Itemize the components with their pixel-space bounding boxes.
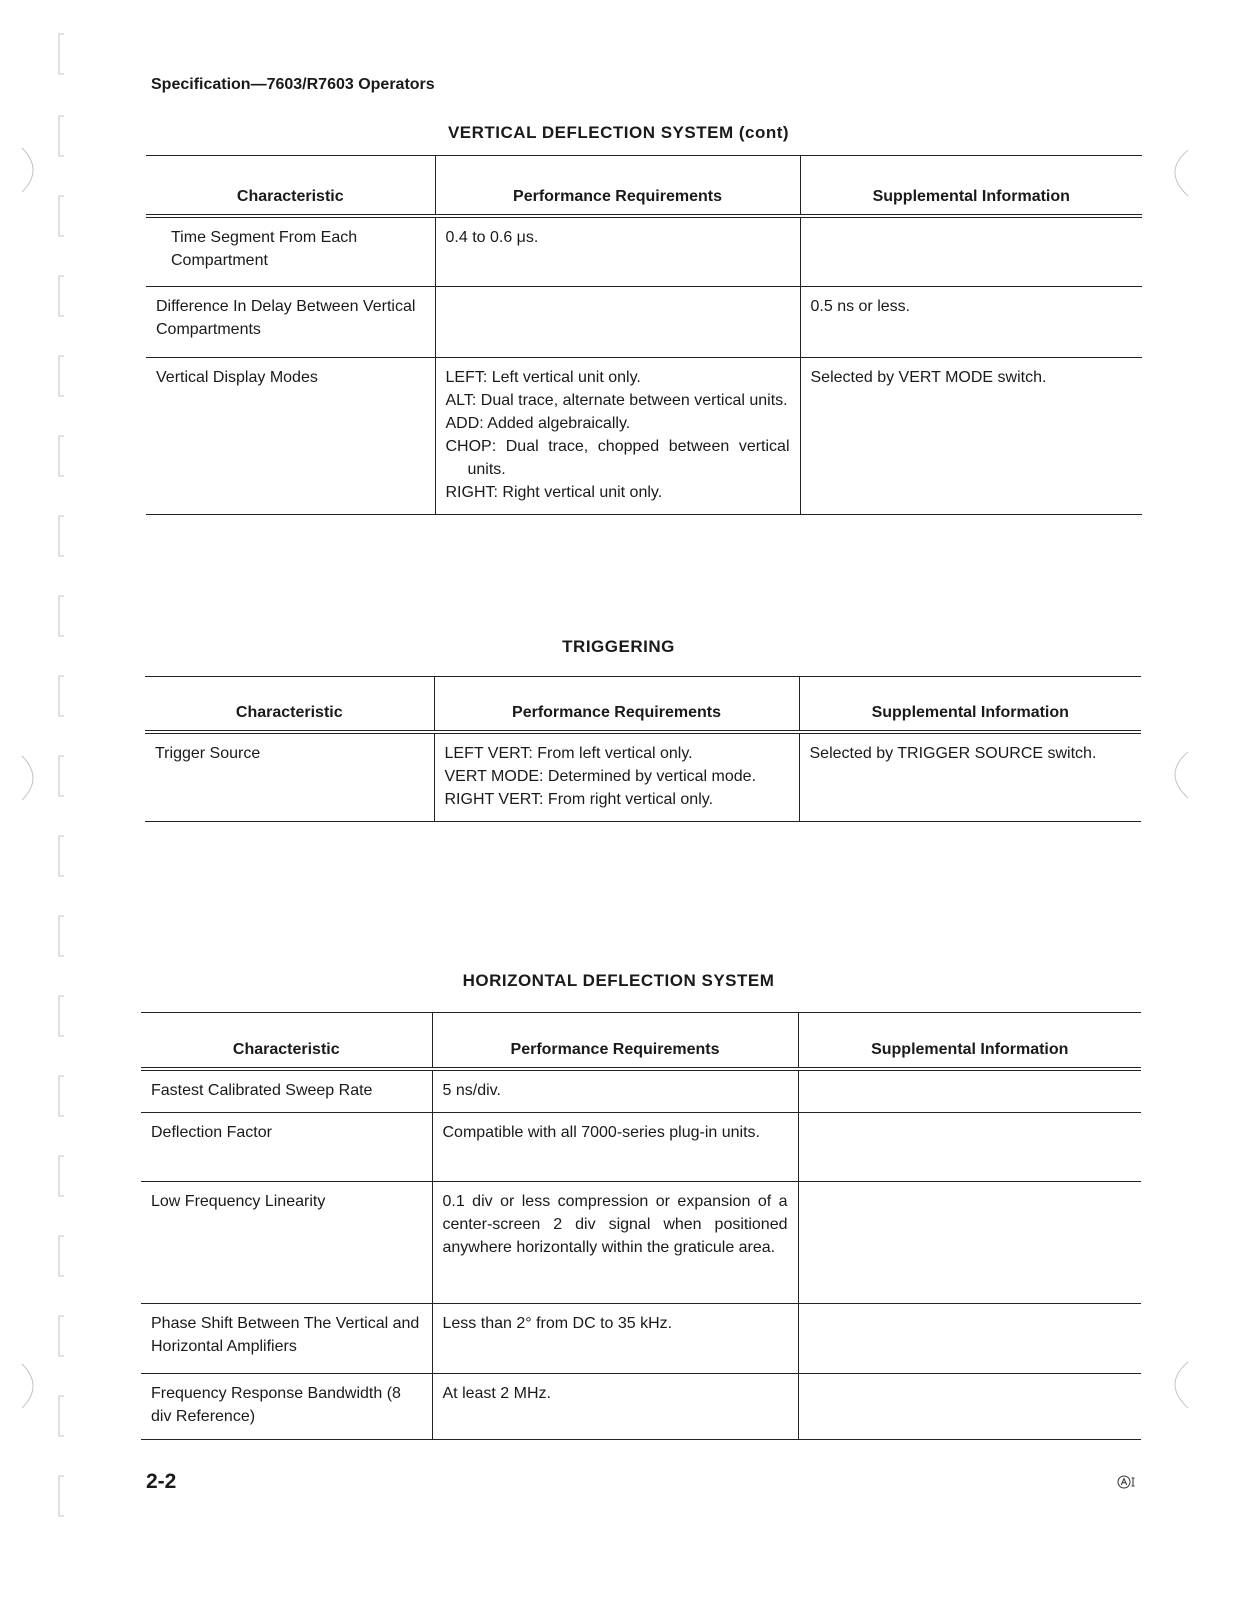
characteristic-cell: Deflection Factor xyxy=(141,1112,432,1181)
mode-right: RIGHT: Right vertical unit only. xyxy=(445,484,663,501)
page-number: 2-2 xyxy=(146,1470,177,1493)
supplemental-cell xyxy=(798,1112,1141,1181)
performance-cell: At least 2 MHz. xyxy=(432,1373,798,1439)
page-header: Specification—7603/R7603 Operators xyxy=(151,76,435,93)
supplemental-cell xyxy=(798,1181,1141,1303)
vertical-section-title: VERTICAL DEFLECTION SYSTEM (cont) xyxy=(447,123,790,142)
table-row xyxy=(141,1303,1141,1373)
triggering-section-title: TRIGGERING xyxy=(562,637,675,656)
performance-cell xyxy=(434,732,799,822)
mode-add: ADD: Added algebraically. xyxy=(445,415,631,432)
revision-mark-icon xyxy=(1117,1474,1139,1490)
col-header-characteristic: Characteristic xyxy=(141,1013,432,1069)
characteristic-cell: Vertical Display Modes xyxy=(146,358,435,515)
table-row xyxy=(146,216,1142,287)
col-header-performance: Performance Requirements xyxy=(434,677,799,732)
supplemental-cell xyxy=(798,1303,1141,1373)
table-row xyxy=(141,1181,1141,1303)
table-row xyxy=(141,1373,1141,1439)
performance-cell: 5 ns/div. xyxy=(432,1069,798,1113)
table-row xyxy=(141,1069,1141,1113)
characteristic-cell: Time Segment From Each Compartment xyxy=(146,216,435,287)
col-header-supplemental: Supplemental Information xyxy=(800,156,1142,216)
performance-cell: 0.4 to 0.6 μs. xyxy=(435,216,800,287)
col-header-performance: Performance Requirements xyxy=(435,156,800,216)
performance-cell xyxy=(435,287,800,358)
characteristic-cell: Difference In Delay Between Vertical Compartments xyxy=(146,287,435,358)
trigger-left-vert: LEFT VERT: From left vertical only. xyxy=(444,744,693,762)
col-header-characteristic: Characteristic xyxy=(145,677,434,732)
trigger-vert-mode: VERT MODE: Determined by vertical mode. xyxy=(444,767,757,785)
col-header-characteristic: Characteristic xyxy=(146,156,435,216)
mode-alt: ALT: Dual trace, alternate between vertical units. xyxy=(445,392,788,409)
supplemental-cell: Selected by TRIGGER SOURCE switch. xyxy=(799,732,1141,822)
performance-cell: Less than 2° from DC to 35 kHz. xyxy=(432,1303,798,1373)
table-header-row xyxy=(141,1013,1141,1069)
performance-cell: 0.1 div or less compression or expansion of a center-screen 2 div signal when positioned anywhere horizontally within the graticule area. xyxy=(432,1181,798,1303)
table-header-row xyxy=(145,677,1141,732)
performance-cell: Compatible with all 7000-series plug-in units. xyxy=(432,1112,798,1181)
mode-left: LEFT: Left vertical unit only. xyxy=(445,369,641,386)
characteristic-cell: Frequency Response Bandwidth (8 div Reference) xyxy=(141,1373,432,1439)
table-header-row xyxy=(146,156,1142,216)
vertical-deflection-table xyxy=(146,155,1142,515)
characteristic-cell: Trigger Source xyxy=(145,732,434,822)
characteristic-cell: Phase Shift Between The Vertical and Horizontal Amplifiers xyxy=(141,1303,432,1373)
characteristic-cell: Fastest Calibrated Sweep Rate xyxy=(141,1069,432,1113)
performance-cell xyxy=(435,358,800,515)
triggering-table xyxy=(145,676,1141,822)
col-header-supplemental: Supplemental Information xyxy=(798,1013,1141,1069)
col-header-supplemental: Supplemental Information xyxy=(799,677,1141,732)
table-row xyxy=(141,1112,1141,1181)
characteristic-cell: Low Frequency Linearity xyxy=(141,1181,432,1303)
supplemental-cell: Selected by VERT MODE switch. xyxy=(800,358,1142,515)
supplemental-cell xyxy=(798,1069,1141,1113)
supplemental-cell xyxy=(798,1373,1141,1439)
horizontal-section-title: HORIZONTAL DEFLECTION SYSTEM xyxy=(462,971,775,990)
supplemental-cell xyxy=(800,216,1142,287)
trigger-right-vert: RIGHT VERT: From right vertical only. xyxy=(444,790,714,808)
table-row xyxy=(146,358,1142,515)
table-row xyxy=(145,732,1141,822)
mode-chop: CHOP: Dual trace, chopped between vertical units. xyxy=(445,438,790,478)
supplemental-cell: 0.5 ns or less. xyxy=(800,287,1142,358)
horizontal-deflection-table xyxy=(141,1012,1141,1440)
table-row xyxy=(146,287,1142,358)
col-header-performance: Performance Requirements xyxy=(432,1013,798,1069)
